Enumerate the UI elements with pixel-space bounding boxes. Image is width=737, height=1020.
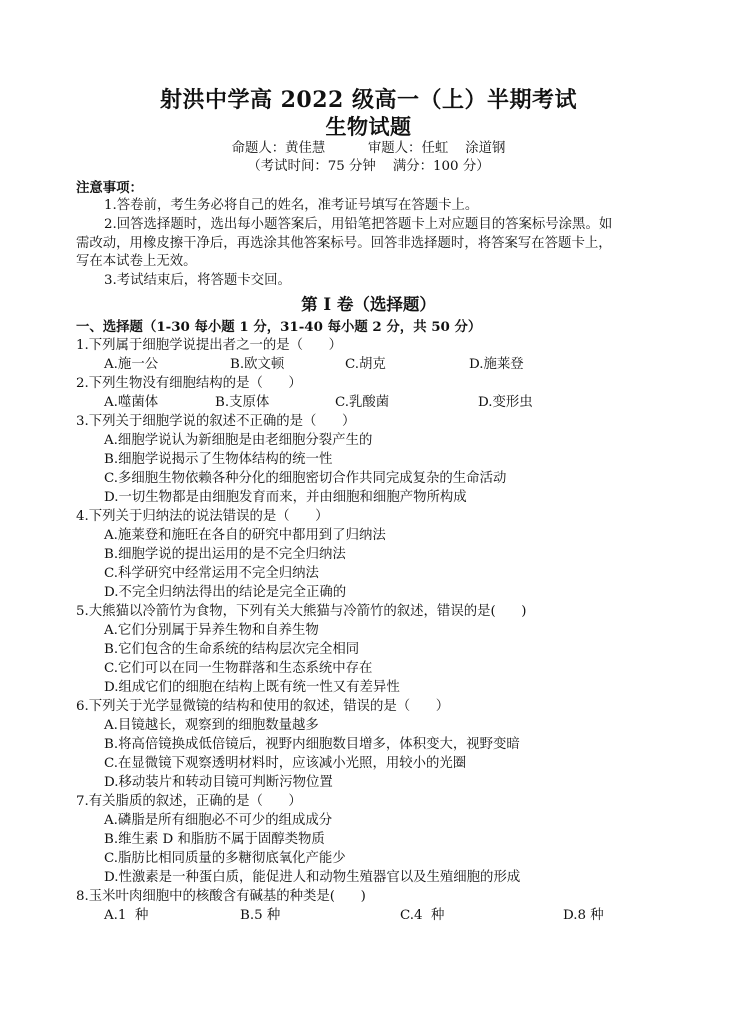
- note-2-line-3: 写在本试卷上无效。: [76, 254, 197, 269]
- question-8-option-b: B.5 种: [240, 908, 281, 923]
- authors-line: 命题人：黄佳慧 审题人：任虹 涂道钢: [231, 141, 506, 156]
- question-5-stem: 5.大熊猫以冷箭竹为食物，下列有关大熊猫与冷箭竹的叙述，错误的是( ): [76, 604, 527, 619]
- question-8-option-a: A.1 种: [104, 908, 149, 923]
- question-1-stem: 1.下列属于细胞学说提出者之一的是（ ）: [76, 338, 342, 353]
- question-8-option-d: D.8 种: [563, 908, 604, 923]
- note-2-line-1: 2.回答选择题时，选出每小题答案后，用铅笔把答题卡上对应题目的答案标号涂黑。如: [104, 217, 613, 232]
- question-3-option-b: B.细胞学说揭示了生物体结构的统一性: [104, 452, 333, 467]
- question-1-option-d: D.施莱登: [469, 357, 524, 372]
- question-6-option-b: B.将高倍镜换成低倍镜后，视野内细胞数目增多，体积变大，视野变暗: [104, 737, 520, 752]
- note-2-line-2: 需改动，用橡皮擦干净后，再选涂其他答案标号。回答非选择题时，将答案写在答题卡上，: [76, 236, 612, 251]
- question-2-option-d: D.变形虫: [478, 395, 533, 410]
- question-2-stem: 2.下列生物没有细胞结构的是（ ）: [76, 376, 302, 391]
- question-1-option-a: A.施一公: [104, 357, 159, 372]
- note-1: 1.答卷前，考生务必将自己的姓名，准考证号填写在答题卡上。: [104, 198, 479, 213]
- question-1-option-b: B.欧文顿: [230, 357, 285, 372]
- exam-info-line: （考试时间：75 分钟 满分：100 分）: [247, 159, 490, 174]
- question-7-stem: 7.有关脂质的叙述，正确的是（ ）: [76, 794, 302, 809]
- note-3: 3.考试结束后，将答题卡交回。: [104, 273, 291, 288]
- question-4-stem: 4.下列关于归纳法的说法错误的是（ ）: [76, 509, 329, 524]
- question-5-option-a: A.它们分别属于异养生物和自养生物: [104, 623, 319, 638]
- question-8-stem: 8.玉米叶肉细胞中的核酸含有碱基的种类是( ): [76, 889, 366, 904]
- question-6-option-c: C.在显微镜下观察透明材料时，应该减小光照，用较小的光圈: [104, 756, 467, 771]
- exam-title: 射洪中学高 2022 级高一（上）半期考试: [159, 87, 578, 113]
- question-6-option-a: A.目镜越长，观察到的细胞数量越多: [104, 718, 319, 733]
- question-1-option-c: C.胡克: [345, 357, 386, 372]
- question-6-stem: 6.下列关于光学显微镜的结构和使用的叙述，错误的是（ ）: [76, 699, 450, 714]
- question-4-option-c: C.科学研究中经常运用不完全归纳法: [104, 566, 319, 581]
- question-5-option-b: B.它们包含的生命系统的结构层次完全相同: [104, 642, 360, 657]
- section-heading: 一、选择题（1-30 每小题 1 分，31-40 每小题 2 分，共 50 分）: [76, 319, 482, 335]
- question-7-option-b: B.维生素 D 和脂肪不属于固醇类物质: [104, 832, 325, 847]
- question-3-option-d: D.一切生物都是由细胞发育而来，并由细胞和细胞产物所构成: [104, 490, 467, 505]
- question-4-option-d: D.不完全归纳法得出的结论是完全正确的: [104, 585, 347, 600]
- notes-heading: 注意事项：: [76, 180, 143, 196]
- question-3-option-a: A.细胞学说认为新细胞是由老细胞分裂产生的: [104, 433, 373, 448]
- question-5-option-c: C.它们可以在同一生物群落和生态系统中存在: [104, 661, 373, 676]
- question-3-option-c: C.多细胞生物依赖各种分化的细胞密切合作共同完成复杂的生命活动: [104, 471, 507, 486]
- question-4-option-b: B.细胞学说的提出运用的是不完全归纳法: [104, 547, 346, 562]
- question-8-option-c: C.4 种: [400, 908, 445, 923]
- question-2-option-c: C.乳酸菌: [335, 395, 390, 410]
- question-6-option-d: D.移动装片和转动目镜可判断污物位置: [104, 775, 333, 790]
- question-4-option-a: A.施莱登和施旺在各自的研究中都用到了归纳法: [104, 528, 386, 543]
- question-7-option-d: D.性激素是一种蛋白质，能促进人和动物生殖器官以及生殖细胞的形成: [104, 870, 521, 885]
- question-5-option-d: D.组成它们的细胞在结构上既有统一性又有差异性: [104, 680, 400, 695]
- question-2-option-b: B.支原体: [215, 395, 270, 410]
- exam-subtitle: 生物试题: [325, 114, 412, 139]
- question-7-option-c: C.脂肪比相同质量的多糖彻底氧化产能少: [104, 851, 346, 866]
- question-7-option-a: A.磷脂是所有细胞必不可少的组成成分: [104, 813, 333, 828]
- part-title: 第 I 卷（选择题）: [301, 295, 436, 314]
- question-3-stem: 3.下列关于细胞学说的叙述不正确的是（ ）: [76, 414, 356, 429]
- question-2-option-a: A.噬菌体: [104, 395, 159, 410]
